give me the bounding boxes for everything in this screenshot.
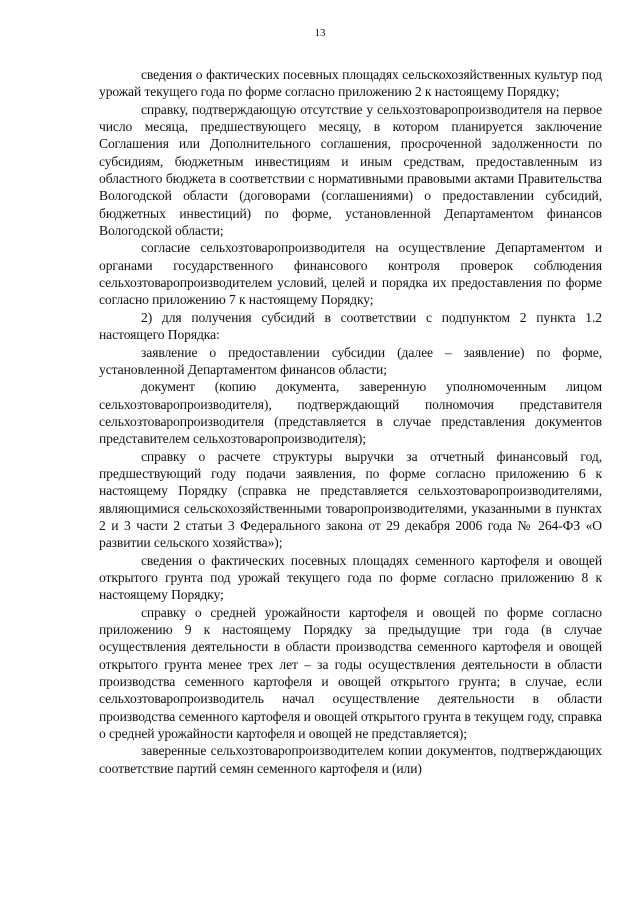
paragraph-subsidy-subitem-2: 2) для получения субсидий в соответствии с подпунктом 2 пункта 1.2 настоящего Порядка: xyxy=(99,309,602,343)
document-body xyxy=(99,66,602,777)
paragraph-certified-copies: заверенные сельхозтоваропроизводителем копии документов, подтверждающих соответствие партий семян семенного картофеля и (или) xyxy=(99,743,602,776)
paragraph-consent: согласие сельхозтоваропроизводителя на осуществление Департаментом и органами государственного финансового контроля проверок соблюдения сельхозтоваропроизводителем условий, целей и порядка их предоставления по форме согласно приложению 7 к настоящему Порядку; xyxy=(99,240,602,308)
paragraph-revenue-structure: справку о расчете структуры выручки за отчетный финансовый год, предшествующий году подачи заявления, по форме согласно приложению 6 к настоящему Порядку (справка не представляется сельхозтоваропроизводителями, являющимися сельскохозяйственными товаропроизводителями, указанными в пунктах 2 и 3 части 2 статьи 3 Федерального закона от 29 декабря 2006 года № 264-ФЗ «О развитии сельского хозяйства»); xyxy=(99,448,602,551)
paragraph-sowing-areas: сведения о фактических посевных площадях сельскохозяйственных культур под урожай текущего года по форме согласно приложению 2 к настоящему Порядку; xyxy=(99,67,602,100)
paragraph-application: заявление о предоставлении субсидии (далее – заявление) по форме, установленной Департаментом финансов области; xyxy=(99,344,602,377)
paragraph-potato-vegetable-areas: сведения о фактических посевных площадях семенного картофеля и овощей открытого грунта под урожай текущего года по форме согласно приложению 8 к настоящему Порядку; xyxy=(99,552,602,603)
paragraph-authority-document: документ (копию документа, заверенную уполномоченным лицом сельхозтоваропроизводителя), подтверждающий полномочия представителя сельхозтоваропроизводителя (представляется в случае представления документов представителем сельхозтоваропроизводителя); xyxy=(99,379,602,447)
page-number: 13 xyxy=(314,27,326,39)
paragraph-debt-certificate: справку, подтверждающую отсутствие у сельхозтоваропроизводителя на первое число месяца, предшествующего месяцу, в котором планируется заключение Соглашения или Дополнительного соглашения, просроченной задолженности по субсидиям, бюджетным инвестициям и иным средствам, предоставленным из областного бюджета в соответствии с нормативными правовыми актами Правительства Вологодской области (договорами (соглашениями) о предоставлении субсидий, бюджетных инвестиций) по форме, установленной Департаментом финансов Вологодской области; xyxy=(99,101,602,239)
paragraph-average-yield: справку о средней урожайности картофеля и овощей по форме согласно приложению 9 к настоящему Порядку за предыдущие три года (в случае осуществления деятельности в области производства семенного картофеля и овощей открытого грунта менее трех лет – за годы осуществления деятельности в области производства семенного картофеля и овощей открытого грунта; в случае, если сельхозтоваропроизводитель начал осуществление деятельности в области производства семенного картофеля и овощей открытого грунта в текущем году, справка о средней урожайности картофеля и овощей не представляется); xyxy=(99,604,602,742)
